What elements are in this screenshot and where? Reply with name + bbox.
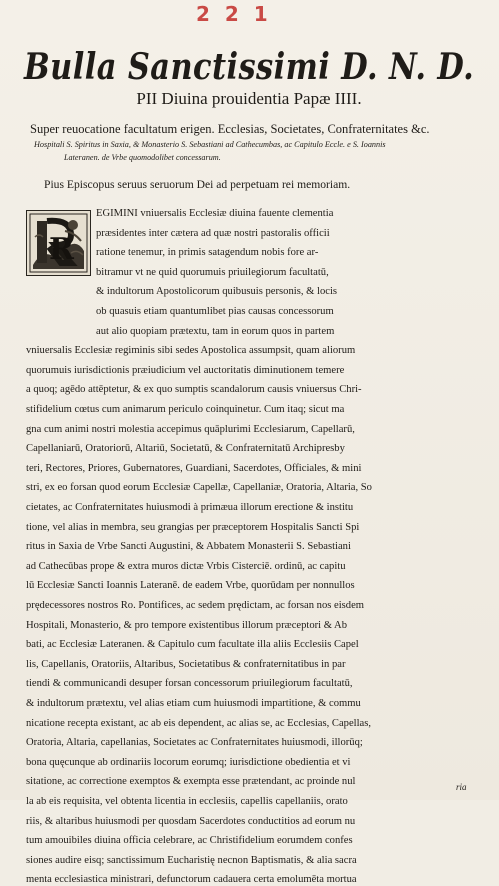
body-line: lū Ecclesiæ Sancti Ioannis Lateranē. de eadem Vrbe, quorūdam per nonnullos: [26, 580, 355, 592]
woodcut-initial-illustration: [27, 211, 90, 275]
summary-line-1: Super reuocatione facultatum erigen. Ecclesias, Societates, Confraternitates &c.: [30, 122, 430, 136]
body-line: ritus in Saxia de Vrbe Sancti Augustini, & Abbatem Monasterii S. Sebastiani: [26, 541, 351, 553]
body-line: tiendi & communicandi desuper forsan concessorum priuilegiorum facultatū,: [26, 678, 353, 690]
body-line: a quoq; agēdo attēptetur, & ex quo sumptis scandalorum causis vniuersus Chri-: [26, 384, 362, 396]
body-line: ratione tenemur, in primis satagendum nobis fore ar-: [96, 247, 319, 259]
body-line: quorumuis iurisdictionis præiudicium vel auctoritatis diminutionem temere: [26, 364, 345, 376]
body-line: la ab eis requisita, vel obtenta licentia in ecclesiis, capellis capellaniis, orato: [26, 796, 348, 807]
body-line: stifidelium cœtus cum animarum periculo coinquinetur. Cum itaq; sicut ma: [26, 404, 345, 415]
body-line: bona quęcunque ab ordinariis locorum eorumq; iurisdictione obedientia et vi: [26, 756, 351, 768]
body-line: Capellaniarū, Oratoriorū, Altariū, Societatū, & Confraternitatū Archipresby: [26, 443, 345, 455]
body-line: bati, ac Ecclesiæ Lateranen. & Capitulo cum facultate illa aliis Ecclesiis Capel: [26, 639, 359, 651]
body-line: bitramur vt ne quid quorumuis priuilegiorum facultatū,: [96, 266, 329, 278]
body-line: sitatione, ac correctione exemptos & exempta esse prætendant, ac proinde nul: [26, 776, 356, 788]
body-line: tum amouibiles diuina officia celebrare, ac Christifidelium eorumdem confes: [26, 835, 353, 847]
body-line: præsidentes inter cætera ad quæ nostri pastoralis officii: [96, 227, 330, 239]
body-line: nicatione recepta existant, ac ab eis dependent, ac alias se, ac Ecclesias, Capellas,: [26, 717, 372, 729]
document-subtitle: PII Diuina prouidentia Papæ IIII.: [136, 89, 362, 108]
body-line: teri, Rectores, Priores, Gubernatores, Guardiani, Sacerdotes, Officiales, & mini: [26, 462, 362, 474]
body-line: menta ecclesiastica ministrari, defunctorum cadauera certa emolumēta mortua: [26, 874, 357, 886]
summary-line-3: Lateranen. de Vrbe quomodolibet concessarum.: [64, 153, 221, 162]
body-line: Hospitali, Monasterio, & pro tempore existentibus illorum præceptori & Ab: [26, 619, 348, 631]
body-line: cietates, ac Confraternitates huiusmodi à primæua illorum erectione & institu: [26, 502, 354, 513]
summary-line-2: Hospitali S. Spiritus in Saxia, & Monasterio S. Sebastiani ad Cathecumbas, ac Capitulo Eccle. e S. Ioannis: [34, 140, 386, 149]
body-line: & indultorum prætextu, vel alias etiam cum huiusmodi impartitione, & commu: [26, 698, 361, 709]
initial-letter: R: [49, 232, 74, 267]
body-line: gna cum animi nostri molestia accepimus quāplurimi Ecclesiarum, Capellarū,: [26, 423, 355, 435]
body-line: Oratoria, Altaria, capellanias, Societates ac Confraternitates huiusmodi, illorūq;: [26, 737, 363, 749]
body-line: & indultorum Apostolicorum quibusuis personis, & locis: [96, 286, 338, 298]
body-line: EGIMINI vniuersalis Ecclesiæ diuina fauente clementia: [96, 208, 334, 219]
body-line: stri, ex eo forsan quod eorum Ecclesiæ Capellæ, Capellaniæ, Oratoria, Altaria, So: [26, 482, 372, 494]
handwritten-page-number: 2 2 1: [196, 2, 272, 26]
body-line: siones audire eisq; sanctissimum Eucharistię necnon Baptismatis, & alia sacra: [26, 854, 357, 866]
body-line: prędecessores nostros Ro. Pontifices, ac sedem prędictam, ac forsan nos eisdem: [26, 600, 365, 611]
body-line: ob quasuis etiam quantumlibet pias causas concessorum: [96, 306, 334, 317]
body-line: tione, vel alias in membra, seu grangias per præceptorem Hospitalis Sancti Spi: [26, 521, 360, 533]
catchword: ria: [456, 782, 467, 792]
document-title: Bulla Sanctissimi D. N. D.: [24, 46, 475, 88]
decorated-initial: [26, 210, 91, 276]
body-line: vniuersalis Ecclesiæ regiminis sibi sedes Apostolica assumpsit, quam aliorum: [26, 345, 356, 357]
body-line: riis, & altaribus huiusmodi per quosdam Sacerdotes conductitios ad eorum nu: [26, 815, 356, 827]
body-line: lis, Capellanis, Oratoriis, Altaribus, Societatibus & confraternitatibus in par: [26, 658, 346, 670]
body-line: ad Cathecūbas prope & extra muros dictæ Vrbis Cisterciē. ordinū, ac capitu: [26, 560, 346, 572]
body-line: aut alio quopiam prætextu, tam in eorum quos in partem: [96, 325, 335, 337]
invocation-line: Pius Episcopus seruus seruorum Dei ad perpetuam rei memoriam.: [44, 178, 351, 191]
